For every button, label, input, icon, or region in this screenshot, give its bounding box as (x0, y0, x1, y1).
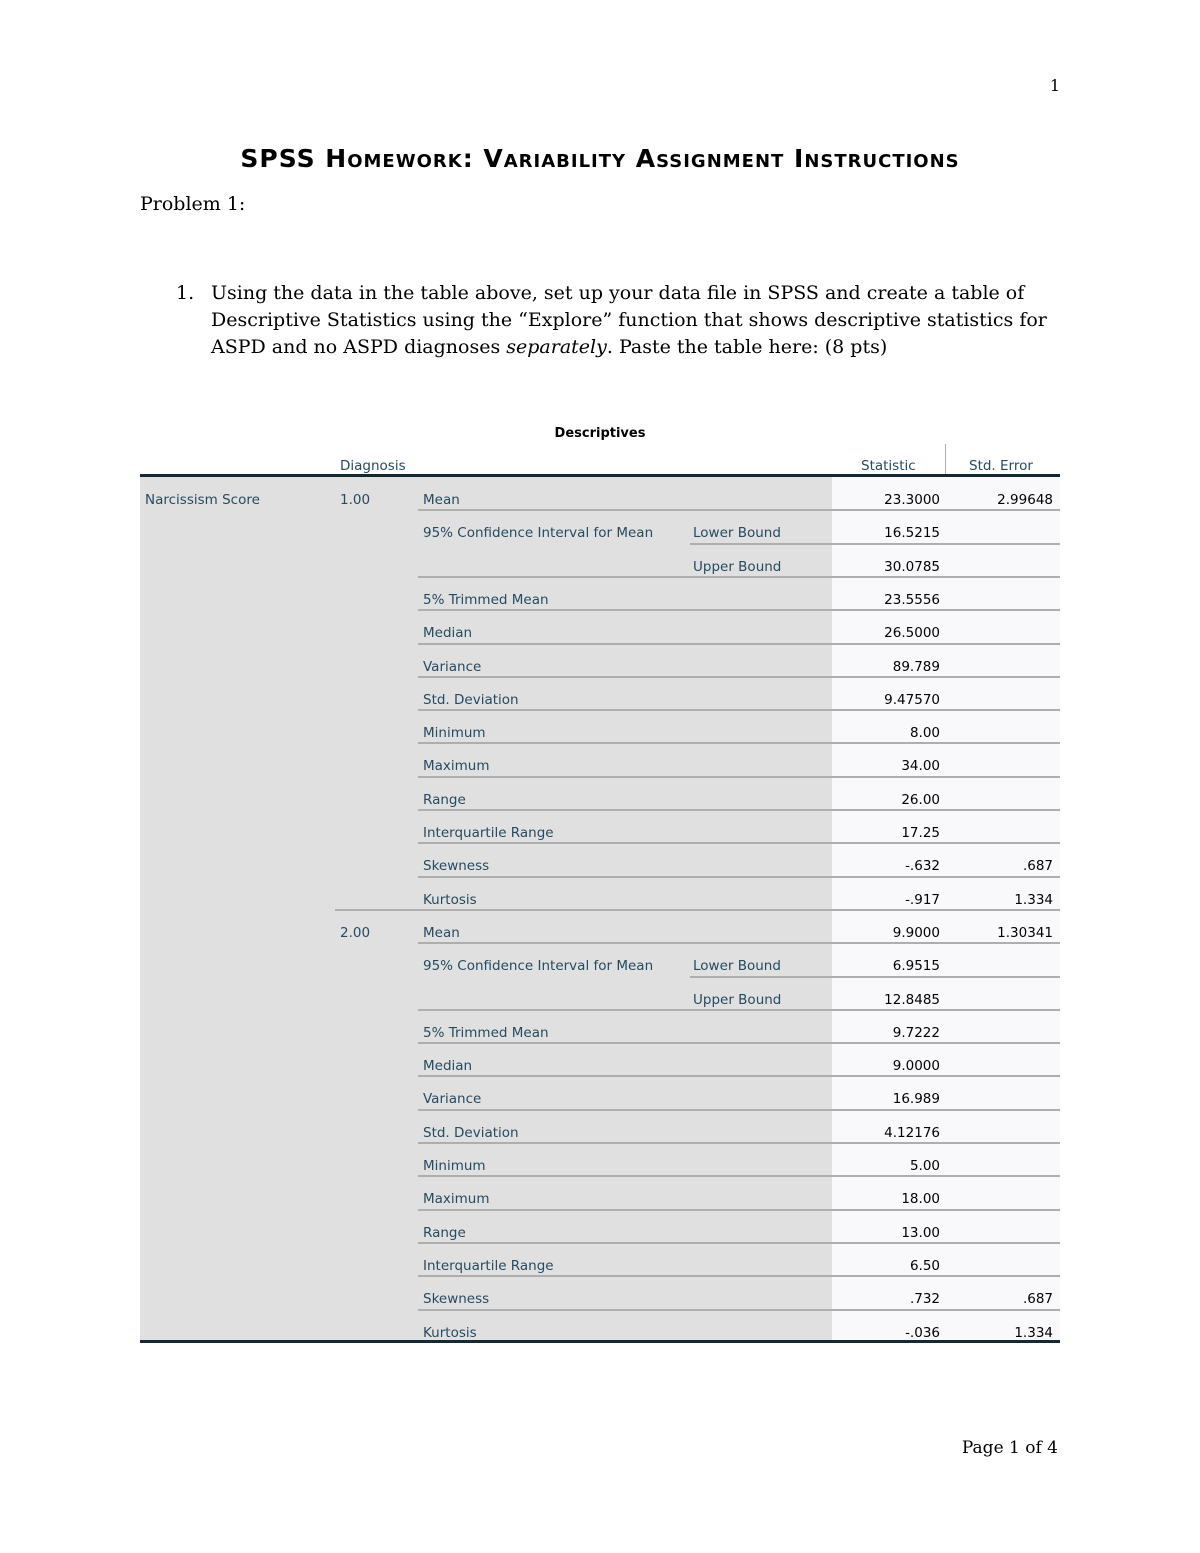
row-divider (418, 1109, 832, 1111)
row-divider (832, 1242, 1060, 1244)
row-divider (832, 709, 1060, 711)
row-divider (418, 1175, 832, 1177)
std-error-value: 1.334 (1014, 1324, 1053, 1341)
row-divider (418, 709, 832, 711)
header-std-error: Std. Error (969, 458, 1033, 474)
row-divider (832, 1142, 1060, 1144)
stat-label: Skewness (423, 858, 490, 875)
group-separator (335, 909, 1060, 911)
bound-label: Lower Bound (693, 958, 781, 975)
stat-label: Interquartile Range (423, 1257, 554, 1274)
bound-label: Upper Bound (693, 991, 782, 1008)
row-divider (418, 1242, 832, 1244)
stat-label: Skewness (423, 1291, 490, 1308)
row-divider (832, 876, 1060, 878)
header-diagnosis: Diagnosis (340, 458, 406, 474)
statistic-value: 34.00 (901, 758, 940, 775)
statistic-value: .732 (909, 1291, 940, 1308)
row-divider (418, 809, 832, 811)
row-divider (832, 1309, 1060, 1311)
row-divider (418, 1275, 832, 1277)
row-divider (418, 942, 832, 944)
stat-label: Range (423, 1224, 466, 1241)
row-divider (832, 1275, 1060, 1277)
statistic-value: -.632 (905, 858, 940, 875)
statistic-value: 4.12176 (884, 1124, 940, 1141)
stat-label: Kurtosis (423, 1324, 477, 1341)
row-divider (832, 742, 1060, 744)
stat-label: Mean (423, 924, 460, 941)
row-divider (418, 609, 832, 611)
row-divider (832, 609, 1060, 611)
stat-label: 95% Confidence Interval for Mean (423, 525, 654, 542)
row-divider (418, 576, 832, 578)
stat-label: Range (423, 791, 466, 808)
row-divider (418, 842, 832, 844)
statistic-value: 6.9515 (892, 958, 940, 975)
row-divider (832, 776, 1060, 778)
row-divider (418, 876, 832, 878)
stat-label: Kurtosis (423, 891, 477, 908)
row-divider (418, 742, 832, 744)
statistic-value: 89.789 (892, 658, 940, 675)
row-divider (832, 643, 1060, 645)
statistic-value: 16.5215 (884, 525, 940, 542)
instruction-number: 1. (176, 282, 195, 304)
group-label: 1.00 (340, 492, 371, 508)
statistic-value: 9.7222 (892, 1024, 940, 1041)
statistic-value: 23.5556 (884, 591, 940, 608)
stat-label: 5% Trimmed Mean (423, 591, 549, 608)
stat-label: Minimum (423, 1158, 486, 1174)
stat-label: 5% Trimmed Mean (423, 1024, 549, 1041)
row-divider (418, 1075, 832, 1077)
header-rule (140, 474, 1060, 477)
stat-label: Median (423, 625, 473, 642)
instruction-text (211, 280, 1051, 361)
std-error-value: .687 (1022, 1291, 1053, 1308)
row-divider (832, 809, 1060, 811)
stat-label: 95% Confidence Interval for Mean (423, 958, 654, 975)
std-error-value: .687 (1022, 858, 1053, 875)
statistic-value: 9.9000 (892, 924, 940, 941)
std-error-value: 1.334 (1014, 891, 1053, 908)
statistic-value: 12.8485 (884, 991, 940, 1008)
row-divider (832, 1109, 1060, 1111)
problem-label: Problem 1: (140, 193, 246, 215)
bound-label: Upper Bound (693, 558, 782, 575)
page-footer: Page 1 of 4 (961, 1438, 1058, 1458)
statistic-value: -.036 (905, 1324, 940, 1341)
row-divider (418, 776, 832, 778)
stat-label: Interquartile Range (423, 825, 554, 841)
std-error-value: 1.30341 (997, 924, 1053, 941)
row-divider (832, 676, 1060, 678)
statistic-value: 16.989 (892, 1091, 940, 1108)
row-divider (418, 1042, 832, 1044)
row-divider (418, 509, 832, 511)
row-divider (832, 1175, 1060, 1177)
statistic-value: 6.50 (909, 1257, 940, 1274)
group-label: 2.00 (340, 924, 371, 941)
statistic-value: 23.3000 (884, 492, 940, 508)
statistic-value: 9.47570 (884, 691, 940, 708)
row-divider (418, 1142, 832, 1144)
instruction-text-end: . Paste the table here: (8 pts) (606, 336, 888, 358)
stat-label: Std. Deviation (423, 691, 519, 708)
statistic-value: 30.0785 (884, 558, 940, 575)
statistic-value: -.917 (905, 891, 940, 908)
header-statistic: Statistic (861, 458, 916, 474)
row-divider (690, 976, 832, 978)
row-divider (832, 576, 1060, 578)
std-error-value: 2.99648 (997, 492, 1053, 508)
statistic-value: 26.5000 (884, 625, 940, 642)
row-divider (418, 1209, 832, 1211)
stat-label: Variance (423, 658, 482, 675)
statistic-value: 13.00 (901, 1224, 940, 1241)
row-divider (832, 942, 1060, 944)
table-title: Descriptives (554, 426, 646, 441)
statistic-value: 17.25 (901, 825, 940, 841)
row-divider (832, 1009, 1060, 1011)
statistic-value: 9.0000 (892, 1058, 940, 1075)
document-title: SPSS Homework: Variability Assignment Instructions (240, 144, 960, 173)
statistic-value: 18.00 (901, 1191, 940, 1208)
row-divider (418, 1309, 832, 1311)
instruction-emphasis: separately (506, 336, 607, 358)
row-divider (418, 676, 832, 678)
row-divider (832, 509, 1060, 511)
row-divider (832, 1042, 1060, 1044)
row-divider (690, 543, 832, 545)
row-divider (832, 842, 1060, 844)
descriptives-table (140, 444, 1060, 1344)
row-divider (832, 543, 1060, 545)
statistic-value: 5.00 (909, 1158, 940, 1174)
row-divider (418, 1009, 832, 1011)
row-divider (832, 976, 1060, 978)
row-divider (832, 1075, 1060, 1077)
page-number: 1 (1049, 76, 1060, 95)
stat-label: Std. Deviation (423, 1124, 519, 1141)
bound-label: Lower Bound (693, 525, 781, 542)
statistic-value: 26.00 (901, 791, 940, 808)
stat-label: Median (423, 1058, 473, 1075)
stat-label: Minimum (423, 725, 486, 742)
row-divider (418, 643, 832, 645)
statistic-value: 8.00 (909, 725, 940, 742)
stat-label: Variance (423, 1091, 482, 1108)
stat-label: Maximum (423, 1191, 490, 1208)
instruction-text-main: Using the data in the table above, set up your data file in SPSS and create a table of Descriptive Statistics using the “Explore” function that shows descriptive statistics for ASPD and no ASPD diagnoses (211, 282, 1047, 358)
stat-label: Mean (423, 492, 460, 508)
header-separator (945, 444, 946, 474)
variable-label: Narcissism Score (145, 492, 260, 508)
row-divider (832, 1209, 1060, 1211)
stat-label: Maximum (423, 758, 490, 775)
